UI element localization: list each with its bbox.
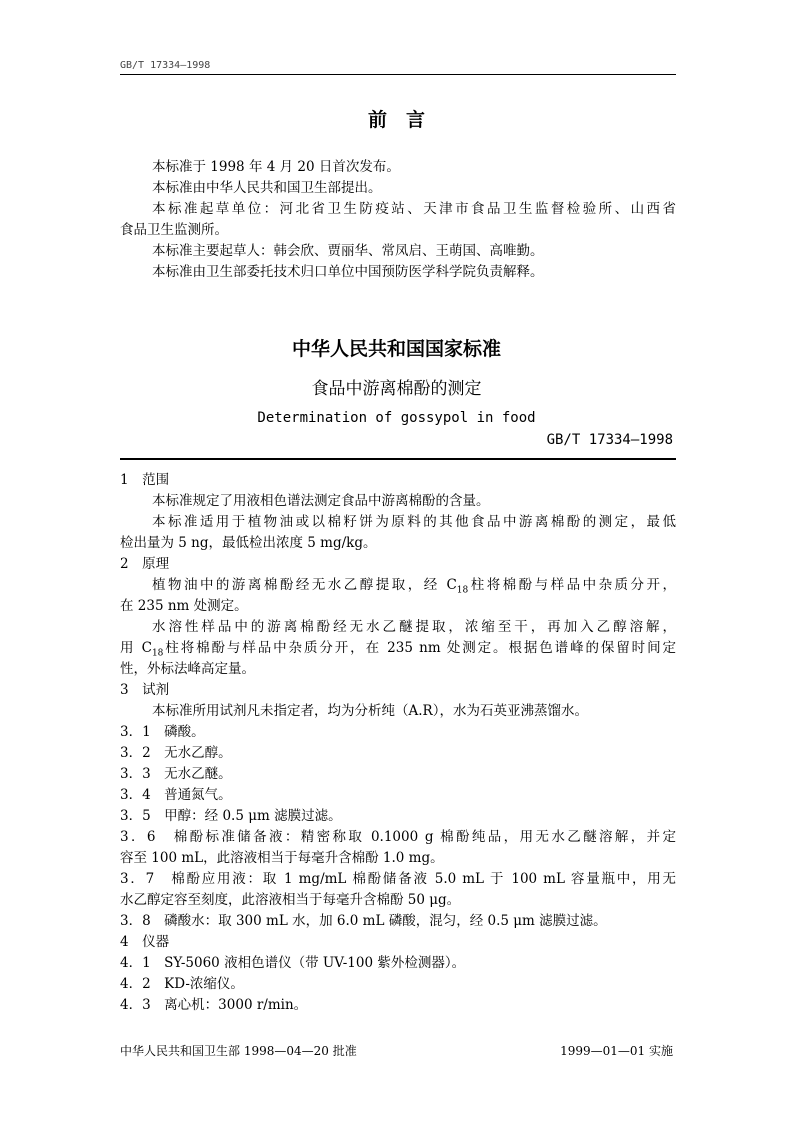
section-1-para-2b: 检出量为 5 ng，最低检出浓度 5 mg/kg。: [120, 535, 377, 551]
foreword-line-2: 本标准由中华人民共和国卫生部提出。: [152, 180, 382, 196]
section-4-heading: 4 仪器: [120, 934, 170, 950]
standard-code: GB/T 17334—1998: [546, 432, 673, 448]
section-2-para-1a: 植物油中的游离棉酚经无水乙醇提取，经 $C_{18}$柱将棉酚与样品中杂质分开，: [152, 577, 676, 596]
item-3-7b: 水乙醇定容至刻度，此溶液相当于每毫升含棉酚 50 μg。: [120, 892, 461, 908]
section-2-heading: 2 原理: [120, 556, 170, 572]
item-4-3: 4．3 离心机：3000 r/min。: [120, 997, 308, 1013]
header-rule: [120, 74, 676, 75]
standard-subtitle: 食品中游离棉酚的测定: [311, 379, 482, 399]
section-2-para-2a: 水溶性样品中的游离棉酚经无水乙醚提取，浓缩至干，再加入乙醇溶解，: [152, 619, 676, 635]
foreword-line-3: 本标准起草单位：河北省卫生防疫站、天津市食品卫生监督检验所、山西省: [152, 201, 676, 217]
section-1-para-2a: 本标准适用于植物油或以棉籽饼为原料的其他食品中游离棉酚的测定，最低: [152, 514, 676, 530]
item-4-1: 4．1 SY-5060 液相色谱仪（带 UV-100 紫外检测器）。: [120, 955, 466, 971]
foreword-line-5: 本标准主要起草人：韩会欣、贾丽华、常凤启、王萌国、高唯勤。: [152, 243, 544, 259]
item-3-8: 3．8 磷酸水：取 300 mL 水，加 6.0 mL 磷酸，混匀，经 0.5 μm 滤膜过滤。: [120, 913, 607, 929]
section-1-para-1: 本标准规定了用液相色谱法测定食品中游离棉酚的含量。: [152, 493, 490, 509]
section-2-para-1b: 在 235 nm 处测定。: [120, 598, 248, 614]
standard-title: 中华人民共和国国家标准: [291, 338, 501, 360]
foreword-title: 前 言: [367, 109, 425, 131]
foreword-line-1: 本标准于 1998 年 4 月 20 日首次发布。: [152, 159, 400, 175]
section-1-heading: 1 范围: [120, 472, 170, 488]
footer-approval: 中华人民共和国卫生部 1998—04—20 批准: [120, 1044, 357, 1058]
english-title: Determination of gossypol in food: [257, 410, 536, 426]
section-3-intro: 本标准所用试剂凡未指定者，均为分析纯（A.R），水为石英亚沸蒸馏水。: [152, 703, 588, 719]
item-3-6a: 3．6 棉酚标准储备液：精密称取 0.1000 g 棉酚纯品，用无水乙醚溶解，并定: [120, 829, 676, 845]
item-4-2: 4．2 KD-浓缩仪。: [120, 976, 244, 992]
section-3-heading: 3 试剂: [120, 682, 170, 698]
item-3-5: 3．5 甲醇：经 0.5 μm 滤膜过滤。: [120, 808, 342, 824]
footer-implementation: 1999—01—01 实施: [560, 1044, 673, 1058]
section-2-para-2b: 用 $C_{18}$柱将棉酚与样品中杂质分开，在 235 nm 处测定。根据色谱峰的保留时间定: [120, 640, 676, 659]
foreword-line-4: 食品卫生监测所。: [120, 222, 228, 238]
section-2-para-2c: 性，外标法峰高定量。: [120, 661, 255, 677]
item-3-1: 3．1 磷酸。: [120, 724, 205, 740]
item-3-4: 3．4 普通氮气。: [120, 787, 232, 803]
title-rule: [120, 458, 676, 460]
item-3-2: 3．2 无水乙醇。: [120, 745, 232, 761]
header-code: GB/T 17334—1998: [120, 60, 211, 71]
item-3-7a: 3．7 棉酚应用液：取 1 mg/mL 棉酚储备液 5.0 mL 于 100 mL 容量瓶中，用无: [120, 871, 676, 887]
item-3-6b: 容至 100 mL，此溶液相当于每毫升含棉酚 1.0 mg。: [120, 850, 444, 866]
foreword-line-6: 本标准由卫生部委托技术归口单位中国预防医学科学院负责解释。: [152, 264, 544, 280]
item-3-3: 3．3 无水乙醚。: [120, 766, 232, 782]
